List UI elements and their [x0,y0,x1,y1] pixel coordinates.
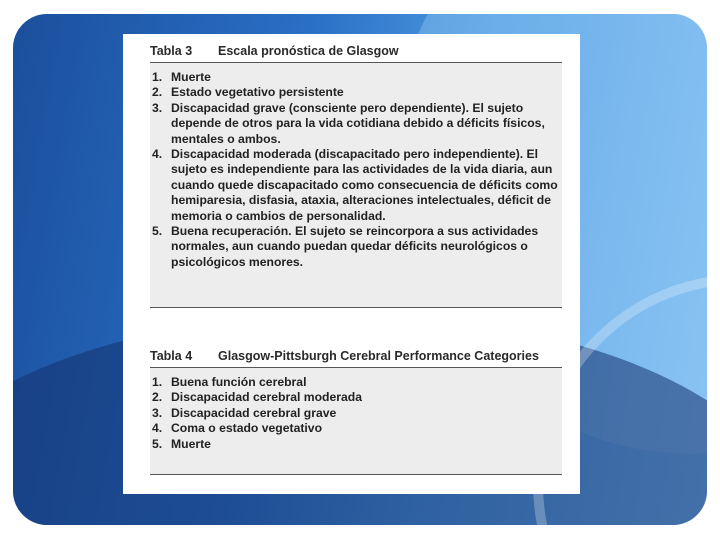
table-header [150,40,562,63]
table-3 [150,40,562,308]
item-number: 2. [152,85,163,100]
list-item [152,224,560,270]
table-body [150,63,562,270]
list-item [152,85,560,100]
item-text: Muerte [171,436,211,451]
table-title: Glasgow-Pittsburgh Cerebral Performance Categories [218,349,539,363]
document-image [123,34,580,494]
item-text: Discapacidad cerebral grave [171,405,337,420]
list-item [152,147,560,224]
item-number: 4. [152,421,163,436]
table-body [150,368,562,452]
item-number: 5. [152,224,163,239]
table-header [150,345,562,368]
item-text: Coma o estado vegetativo [171,421,323,436]
list-item [152,70,560,85]
item-text: Estado vegetativo persistente [171,85,344,100]
list-item [152,437,560,452]
table-label: Tabla 3 [150,44,193,58]
list-item [152,390,560,405]
table-bottom-rule [150,474,562,475]
item-text: Buena función cerebral [171,375,307,389]
item-number: 1. [152,375,163,389]
item-number: 3. [152,405,163,420]
list-item [152,101,560,147]
item-text: Discapacidad cerebral moderada [171,390,363,405]
item-number: 1. [152,70,163,84]
list-item [152,421,560,436]
item-text: Discapacidad grave (consciente pero dependiente). El sujeto depende de otros para la vida cotidiana debido a déficits físicos, mentales o ambos. [171,100,545,146]
table-label: Tabla 4 [150,349,193,363]
item-number: 4. [152,147,163,162]
table-4 [150,345,562,475]
list-item [152,375,560,390]
item-text: Muerte [171,70,211,84]
table-bottom-rule [150,307,562,308]
table-title: Escala pronóstica de Glasgow [218,44,399,58]
item-text: Discapacidad moderada (discapacitado pero independiente). El sujeto es independiente para las actividades de la vida diaria, aun cuando quede discapacitado como consecuencia de déficits como hemiparesia, disfasia, ataxia, alteraciones intelectuales, déficit de memoria o cambios de personalidad. [171,147,558,223]
item-number: 5. [152,436,163,451]
list-item [152,406,560,421]
item-text: Buena recuperación. El sujeto se reincorpora a sus actividades normales, aun cuando puedan quedar déficits neurológicos o psicológicos menores. [171,224,539,269]
item-number: 3. [152,100,163,115]
item-number: 2. [152,390,163,405]
